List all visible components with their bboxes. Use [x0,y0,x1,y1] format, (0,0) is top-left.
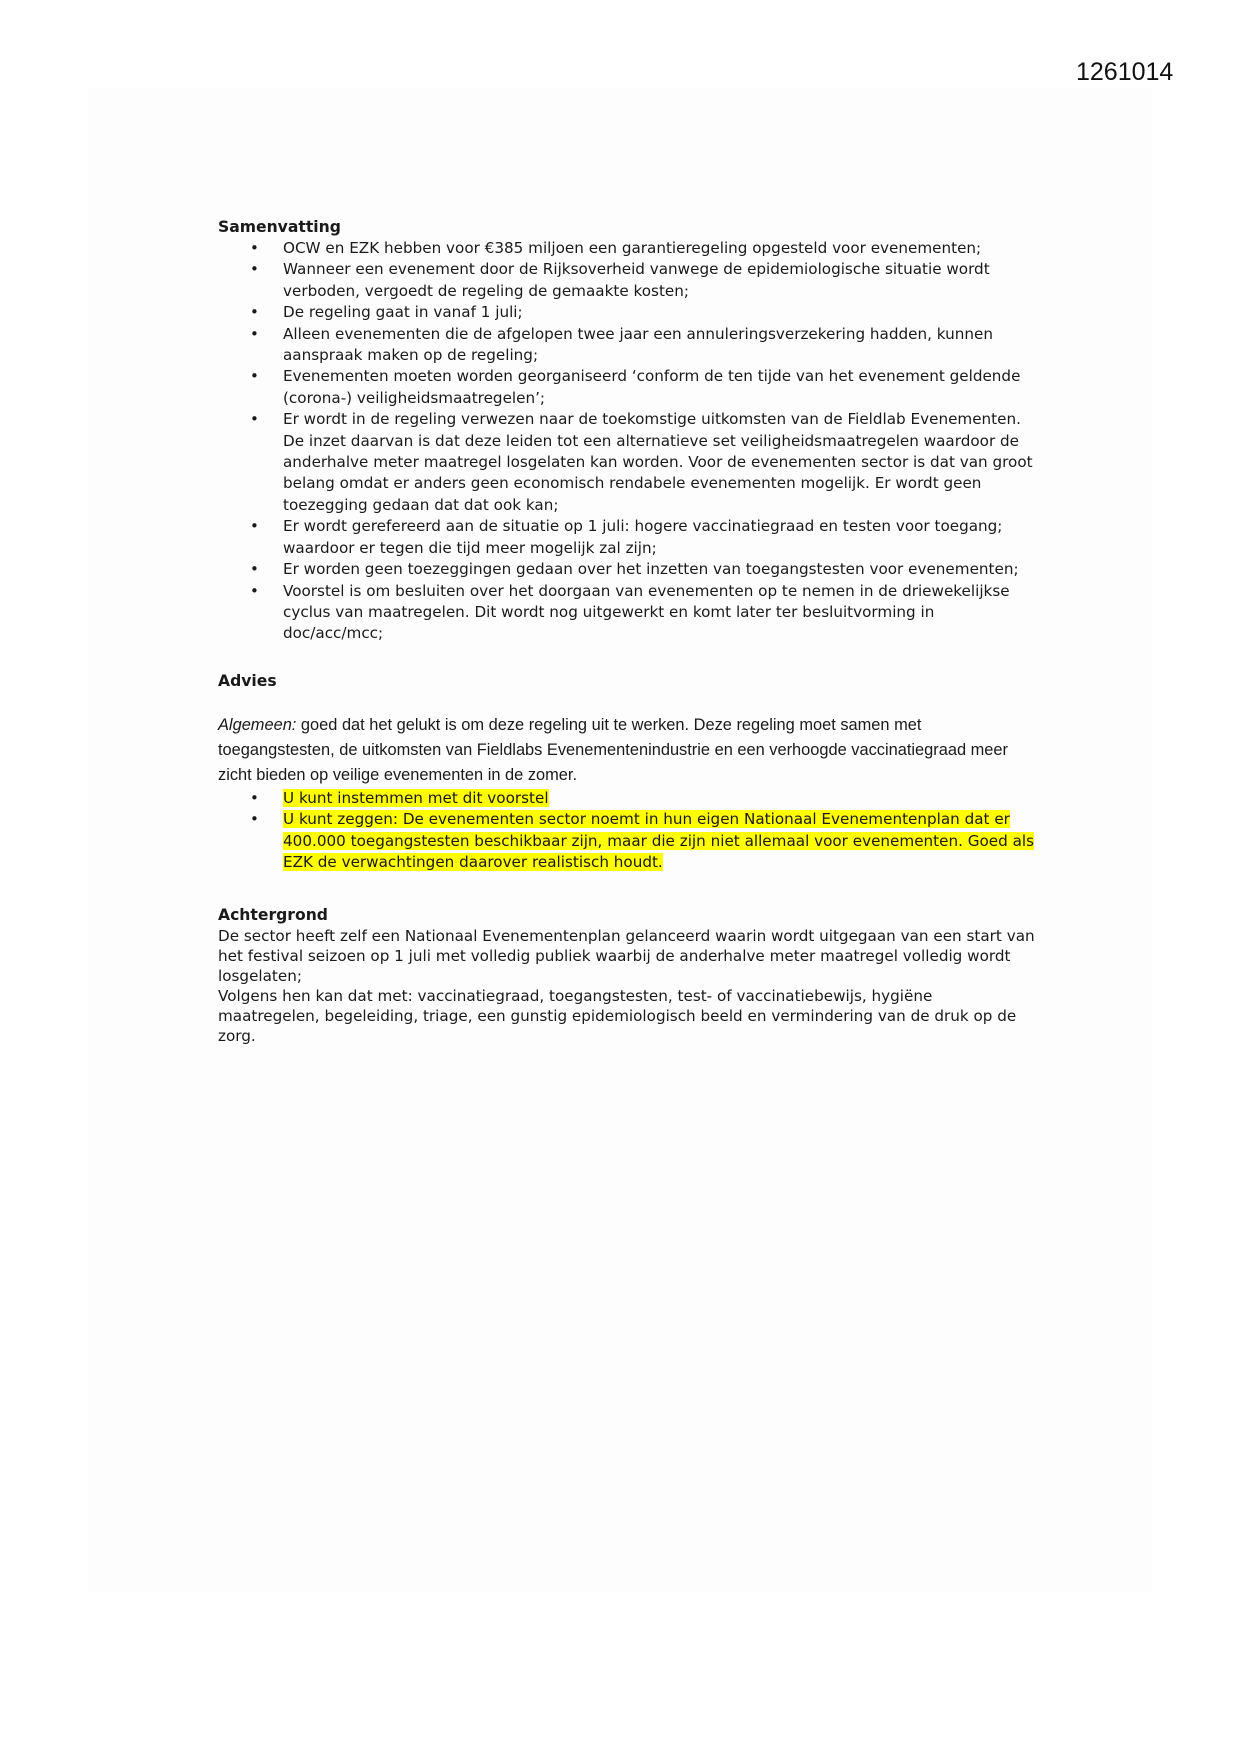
section-title-samenvatting: Samenvatting [218,218,341,236]
section-samenvatting [218,217,1038,645]
advies-lead: Algemeen: [218,715,297,734]
samenvatting-list [218,238,1038,645]
section-advies [218,671,1038,874]
highlighted-text: U kunt zeggen: De evenementen sector noemt in hun eigen Nationaal Evenementenplan dat er 400.000 toegangstesten beschikbaar zijn, maar die zijn niet allemaal voor evenementen. Goed als EZK de verwachtingen daarover realistisch houdt. [283,810,1035,871]
section-title-achtergrond: Achtergrond [218,906,328,925]
advies-highlight-list [218,788,1038,874]
list-item: • De regeling gaat in vanaf 1 juli; [218,302,1038,323]
list-item [218,809,1038,873]
list-item: • Wanneer een evenement door de Rijksoverheid vanwege de epidemiologische situatie wordt verboden, vergoedt de regeling de gemaakte kosten; [218,259,1038,302]
document-id: 1261014 [1076,58,1174,86]
list-item: • Voorstel is om besluiten over het doorgaan van evenementen op te nemen in de driewekelijkse cyclus van maatregelen. Dit wordt nog uitgewerkt en komt later ter besluitvorming in doc/acc/mcc; [218,581,1038,645]
achtergrond-paragraph: De sector heeft zelf een Nationaal Evenementenplan gelanceerd waarin wordt uitgegaan van een start van het festival seizoen op 1 juli met volledig publiek waarbij de anderhalve meter maatregel volledig wordt losgelaten; [218,927,1035,986]
advies-paragraph [218,713,1038,788]
list-item: • OCW en EZK hebben voor €385 miljoen een garantieregeling opgesteld voor evenementen; [218,238,1038,259]
list-item: • Er worden geen toezeggingen gedaan over het inzetten van toegangstesten voor evenementen; [218,559,1038,580]
list-item [218,788,1038,809]
list-item: • Er wordt in de regeling verwezen naar de toekomstige uitkomsten van de Fieldlab Evenementen. De inzet daarvan is dat deze leiden tot een alternatieve set veiligheidsmaatregelen waardoor de anderhalve meter maatregel losgelaten kan worden. Voor de evenementen sector is dat van groot belang omdat er anders geen economisch rendabele evenementen mogelijk. Er wordt geen toezegging gedaan dat dat ook kan; [218,409,1038,516]
section-title-advies: Advies [218,671,277,690]
list-item: • Evenementen moeten worden georganiseerd ‘conform de ten tijde van het evenement geldende (corona-) veiligheidsmaatregelen’; [218,366,1038,409]
highlighted-text: U kunt instemmen met dit voorstel [283,788,549,807]
advies-text: goed dat het gelukt is om deze regeling uit te werken. Deze regeling moet samen met toegangstesten, de uitkomsten van Fieldlabs Evenementenindustrie en een verhoogde vaccinatiegraad meer zicht bieden op veilige evenementen in de zomer. [218,715,1008,784]
list-item: • Er wordt gerefereerd aan de situatie op 1 juli: hogere vaccinatiegraad en testen voor toegang; waardoor er tegen die tijd meer mogelijk zal zijn; [218,516,1038,559]
achtergrond-paragraph: Volgens hen kan dat met: vaccinatiegraad, toegangstesten, test- of vaccinatiebewijs, hygiëne maatregelen, begeleiding, triage, een gunstig epidemiologisch beeld en vermindering van de druk op de zorg. [218,987,1017,1046]
section-achtergrond [218,905,1038,1046]
list-item: • Alleen evenementen die de afgelopen twee jaar een annuleringsverzekering hadden, kunnen aanspraak maken op de regeling; [218,324,1038,367]
document-body [218,217,1038,1046]
